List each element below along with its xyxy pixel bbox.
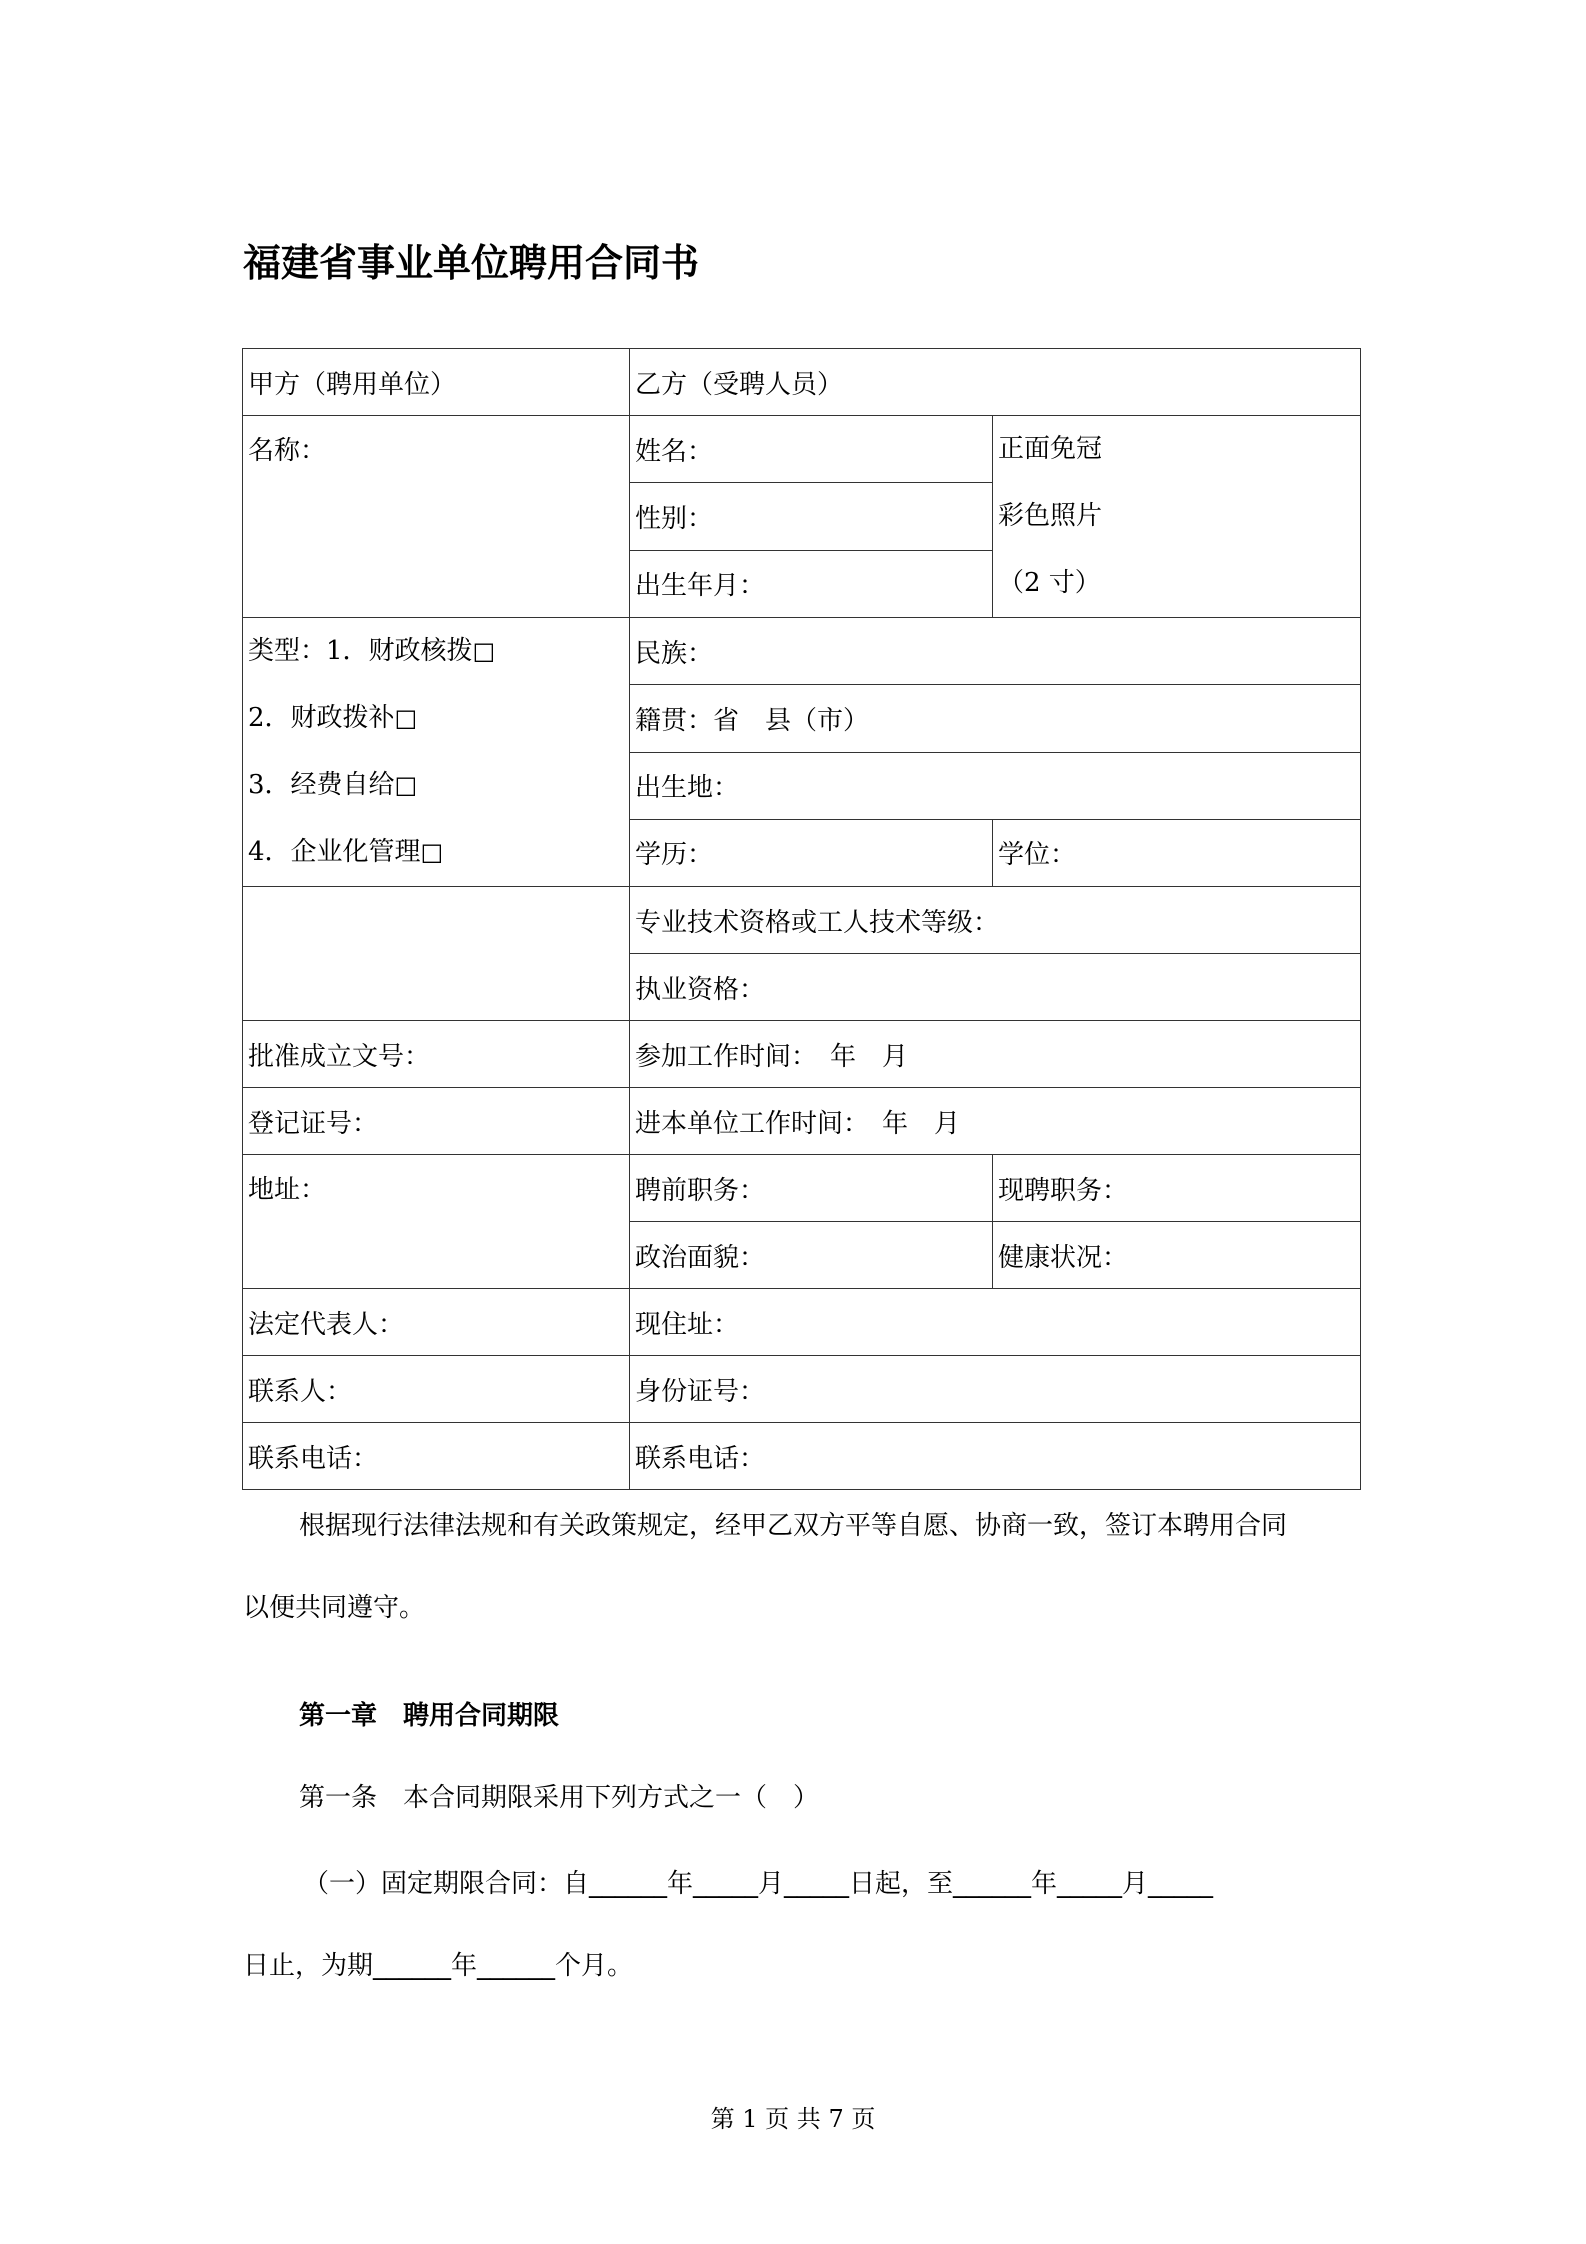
party-a-header: 甲方（聘用单位） (243, 349, 630, 416)
origin-field[interactable] (630, 685, 1361, 752)
unit-type-option-2-label: 2．财政拨补 (248, 703, 395, 733)
party-a-phone-label: 联系电话： (248, 1443, 379, 1474)
unit-type-option-3[interactable] (248, 752, 629, 819)
current-position-field[interactable] (993, 1155, 1361, 1222)
origin-label: 籍贯：省 县（市） (635, 705, 870, 736)
article-1-heading: 第一条 本合同期限采用下列方式之一（ ） (299, 1783, 820, 1813)
party-b-phone-field[interactable] (630, 1423, 1361, 1490)
contact-person-field[interactable] (243, 1356, 630, 1423)
checkbox-icon[interactable]: □ (420, 838, 444, 866)
legal-rep-field[interactable] (243, 1289, 630, 1356)
prev-position-label: 聘前职务： (635, 1175, 766, 1206)
birth-field[interactable] (630, 550, 993, 617)
birth-label: 出生年月： (635, 571, 766, 602)
blank-cell (243, 887, 630, 1021)
tech-qualification-field[interactable] (630, 887, 1361, 954)
chapter-heading: 第一章 聘用合同期限 (299, 1701, 560, 1731)
photo-text-line1: 正面免冠 (998, 434, 1103, 464)
health-field[interactable] (993, 1222, 1361, 1289)
photo-text-line3: （2 寸） (998, 568, 1101, 598)
prev-position-field[interactable] (630, 1155, 993, 1222)
ethnicity-label: 民族： (635, 638, 714, 669)
fixed-term-line2: 日止，为期______年______个月。 (243, 1951, 634, 1981)
unit-start-label: 进本单位工作时间： 年 月 (635, 1108, 961, 1139)
current-address-label: 现住址： (635, 1309, 740, 1340)
education-label: 学历： (635, 840, 714, 871)
fixed-term-line1: （一）固定期限合同：自______年_____月_____日起，至______年_____月_____ (303, 1869, 1214, 1899)
legal-rep-label: 法定代表人： (248, 1309, 405, 1340)
party-b-name-field[interactable] (630, 416, 993, 483)
registration-field[interactable] (243, 1088, 630, 1155)
checkbox-icon[interactable]: □ (394, 771, 418, 799)
gender-label: 性别： (635, 503, 714, 534)
degree-field[interactable] (993, 819, 1361, 886)
party-b-phone-label: 联系电话： (635, 1443, 766, 1474)
address-label: 地址： (248, 1175, 327, 1205)
work-start-label: 参加工作时间： 年 月 (635, 1041, 909, 1072)
party-b-name-label: 姓名： (635, 436, 714, 467)
id-number-label: 身份证号： (635, 1376, 766, 1407)
id-number-field[interactable] (630, 1356, 1361, 1423)
checkbox-icon[interactable]: □ (394, 704, 418, 732)
intro-paragraph-line1: 根据现行法律法规和有关政策规定，经甲乙双方平等自愿、协商一致，签订本聘用合同 (299, 1511, 1288, 1541)
contact-person-label: 联系人： (248, 1376, 353, 1407)
gender-field[interactable] (630, 483, 993, 550)
document-title: 福建省事业单位聘用合同书 (243, 241, 700, 285)
unit-type-option-1[interactable] (248, 618, 629, 685)
practice-qualification-label: 执业资格： (635, 974, 766, 1005)
health-label: 健康状况： (998, 1242, 1129, 1273)
photo-area (993, 416, 1361, 618)
unit-type-option-1-label: 类型：1．财政核拨 (248, 636, 473, 666)
education-field[interactable] (630, 819, 993, 886)
page-number-footer: 第 1 页 共 7 页 (710, 2105, 876, 2133)
approval-doc-label: 批准成立文号： (248, 1041, 431, 1072)
contract-info-table (242, 348, 1361, 1490)
registration-label: 登记证号： (248, 1108, 379, 1139)
political-label: 政治面貌： (635, 1242, 766, 1273)
party-a-phone-field[interactable] (243, 1423, 630, 1490)
unit-start-field[interactable] (630, 1088, 1361, 1155)
approval-doc-field[interactable] (243, 1021, 630, 1088)
party-a-name-label: 名称： (248, 436, 327, 466)
photo-text-line2: 彩色照片 (998, 501, 1103, 531)
unit-type-option-4[interactable] (248, 819, 629, 886)
checkbox-icon[interactable]: □ (472, 637, 496, 665)
practice-qualification-field[interactable] (630, 954, 1361, 1021)
unit-type-option-4-label: 4．企业化管理 (248, 837, 421, 867)
address-field[interactable] (243, 1155, 630, 1289)
tech-qualification-label: 专业技术资格或工人技术等级： (635, 907, 1000, 938)
current-address-field[interactable] (630, 1289, 1361, 1356)
current-position-label: 现聘职务： (998, 1175, 1129, 1206)
unit-type-option-2[interactable] (248, 685, 629, 752)
party-a-name-field[interactable] (243, 416, 630, 618)
birthplace-field[interactable] (630, 752, 1361, 819)
intro-paragraph-line2: 以便共同遵守。 (243, 1593, 426, 1623)
work-start-field[interactable] (630, 1021, 1361, 1088)
ethnicity-field[interactable] (630, 618, 1361, 685)
degree-label: 学位： (998, 840, 1077, 871)
unit-type-cell (243, 618, 630, 887)
unit-type-option-3-label: 3．经费自给 (248, 770, 395, 800)
birthplace-label: 出生地： (635, 773, 740, 804)
party-b-header: 乙方（受聘人员） (630, 349, 1361, 416)
political-field[interactable] (630, 1222, 993, 1289)
